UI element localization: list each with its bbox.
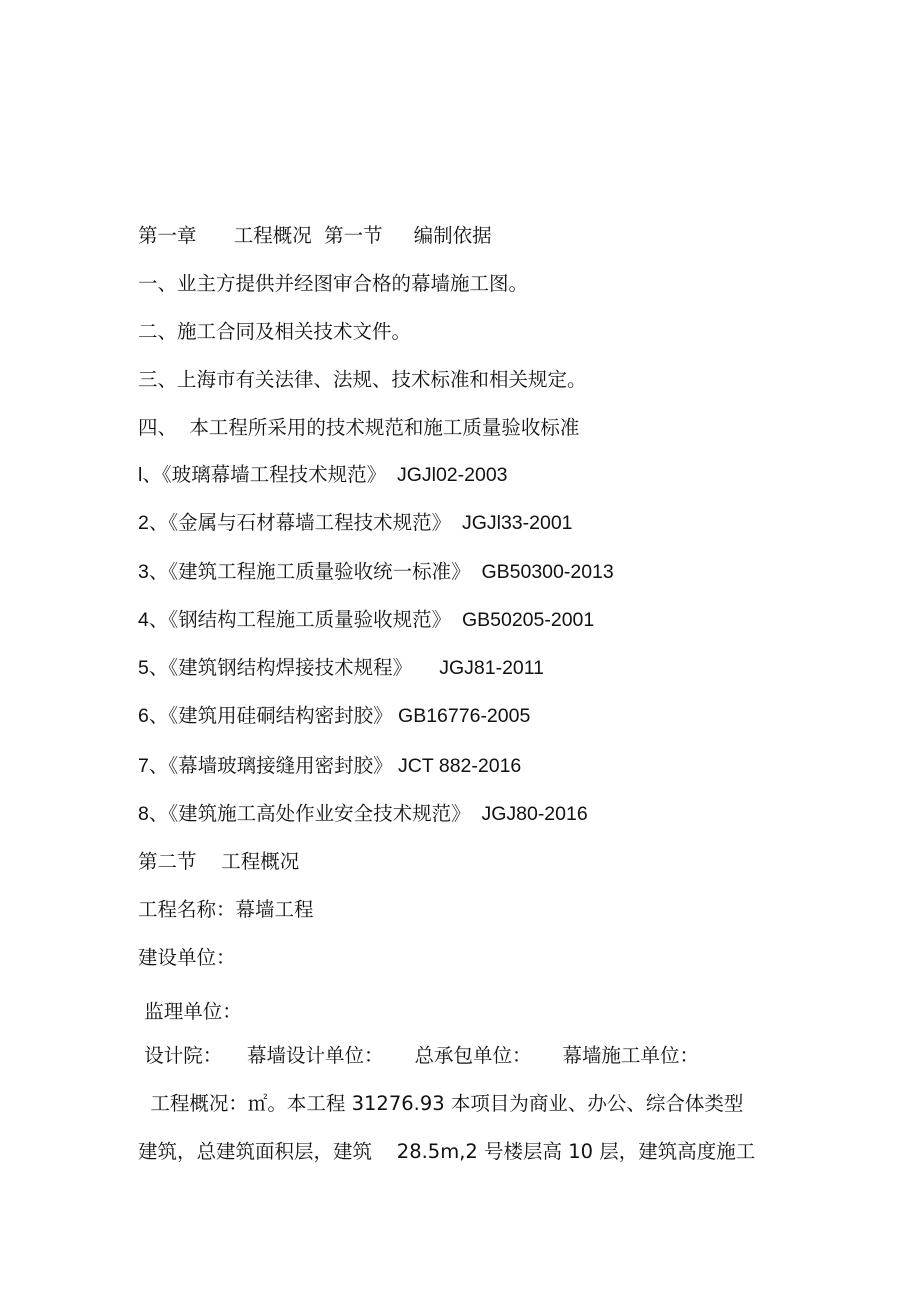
standard-name: 、《玻璃幕墙工程技术规范》 [142,463,387,486]
standard-code: JGJ81-2011 [412,657,544,679]
standard-name: 、《建筑工程施工质量验收统一标准》 [148,560,471,583]
standard-number: 6 [138,705,149,727]
standard-item [138,754,521,778]
standard-code: JGJl02-2003 [386,464,508,486]
standard-item [138,802,588,826]
standard-code: JCT 882-2016 [392,755,522,777]
units-line: 设计院： 幕墙设计单位： 总承包单位： 幕墙施工单位： [138,1044,699,1067]
standard-name: 、《幕墙玻璃接缝用密封胶》 [148,754,393,777]
standard-number: 8 [138,803,149,825]
standard-number: l [138,464,143,486]
standard-code: GB16776-2005 [392,705,531,727]
standard-name: 、《建筑施工高处作业安全技术规范》 [148,802,471,825]
standard-code: JGJ80-2016 [470,803,588,825]
project-name: 工程名称：幕墙工程 [138,898,314,921]
standard-number: 3 [138,561,149,583]
standard-name: 、《建筑钢结构焊接技术规程》 [148,656,413,679]
standard-name: 、《金属与石材幕墙工程技术规范》 [148,511,452,534]
basis-item-3: 三、上海市有关法律、法规、技术标准和相关规定。 [138,368,587,391]
standard-item [138,656,544,680]
basis-item-2: 二、施工合同及相关技术文件。 [138,320,412,343]
supervisor-unit: 监理单位： [138,1000,242,1023]
overview-line-1: 工程概况：㎡。本工程 31276.93 本项目为商业、办公、综合体类型 [138,1092,744,1115]
standard-number: 4 [138,609,149,631]
chapter-heading: 第一章 工程概况 第一节 编制依据 [138,224,492,247]
overview-line-2: 建筑，总建筑面积层，建筑 28.5m,2 号楼层高 10 层，建筑高度施工 [138,1140,756,1163]
standard-number: 2 [138,512,149,534]
standard-code: GB50205-2001 [451,609,595,631]
basis-item-4: 四、 本工程所采用的技术规范和施工质量验收标准 [138,416,580,439]
standard-code: JGJl33-2001 [451,512,573,534]
standard-item [138,511,573,535]
standard-number: 5 [138,657,149,679]
basis-item-1: 一、业主方提供并经图审合格的幕墙施工图。 [138,272,529,295]
section-heading: 第二节 工程概况 [138,850,300,873]
standard-item [138,608,594,632]
standard-code: GB50300-2013 [470,561,614,583]
standard-item [138,704,530,728]
standard-name: 、《建筑用硅硐结构密封胶》 [148,704,393,727]
standard-name: 、《钢结构工程施工质量验收规范》 [148,608,452,631]
standard-item [138,560,614,584]
standard-item [138,463,508,487]
standard-number: 7 [138,755,149,777]
builder-unit: 建设单位： [138,946,236,969]
